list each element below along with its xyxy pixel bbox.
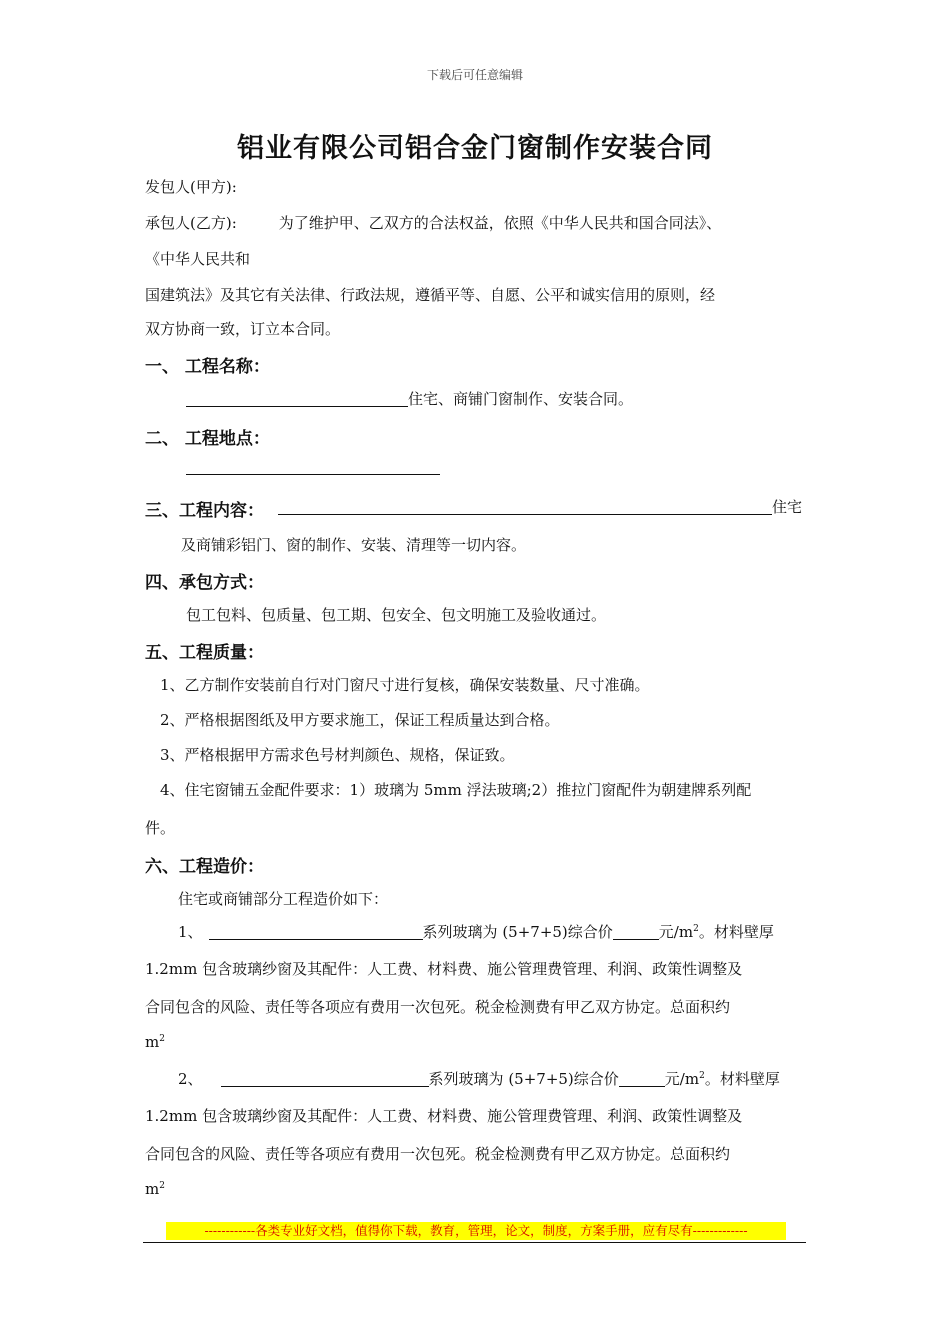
footer-banner: ------------各类专业好文档，值得你下载，教育，管理，论文，制度，方案手册，应有尽有------------- (166, 1222, 786, 1240)
quality-item-4: 4、住宅窗铺五金配件要求：1）玻璃为 5mm 浮法玻璃;2）推拉门窗配件为朝建牌系列配 (160, 781, 752, 799)
section-4-text: 包工包料、包质量、包工期、包安全、包文明施工及验收通过。 (186, 606, 607, 624)
section-5-heading: 五、工程质量： (145, 643, 264, 663)
price-item-2-line-2: 1.2mm 包含玻璃纱窗及其配件：人工费、材料费、施公管理费管理、利润、政策性调整及 (145, 1107, 743, 1125)
price-1-blank[interactable] (613, 923, 659, 940)
quality-item-1: 1、乙方制作安装前自行对门窗尺寸进行复核，确保安装数量、尺寸准确。 (160, 676, 650, 694)
quality-item-2: 2、严格根据图纸及甲方要求施工，保证工程质量达到合格。 (160, 711, 560, 729)
price-item-2-area-unit: $m^2$ (145, 1180, 165, 1198)
section-3-heading: 三、工程内容： (145, 501, 264, 521)
price-item-2-line-3: 合同包含的风险、责任等各项应有费用一次包死。税金检测费有甲乙双方协定。总面积约 (145, 1145, 731, 1163)
price-item-1: 1、 系列玻璃为 (5+7+5)综合价 元$/m^2$。材料壁厚 (178, 923, 774, 941)
intro-line-4: 双方协商一致，订立本合同。 (145, 320, 341, 338)
project-content-blank[interactable] (278, 498, 772, 515)
header-note: 下载后可任意编辑 (426, 68, 523, 82)
project-location-blank[interactable] (186, 458, 440, 475)
section-3-blank-line: 住宅 (278, 496, 802, 517)
section-1-line: 住宅、商铺门窗制作、安装合同。 (186, 388, 633, 409)
price-item-1-line-2: 1.2mm 包含玻璃纱窗及其配件：人工费、材料费、施公管理费管理、利润、政策性调整及 (145, 960, 743, 978)
section-1-heading: 一、 工程名称： (145, 357, 270, 377)
section-2-line (186, 458, 440, 476)
contract-title: 铝业有限公司铝合金门窗制作安装合同 (237, 133, 713, 164)
price-intro: 住宅或商铺部分工程造价如下： (178, 890, 389, 908)
price-item-1-line-3: 合同包含的风险、责任等各项应有费用一次包死。税金检测费有甲乙双方协定。总面积约 (145, 998, 731, 1016)
series-2-blank[interactable] (221, 1070, 429, 1087)
price-item-1-area-unit: $m^2$ (145, 1033, 165, 1051)
quality-item-4-cont: 件。 (145, 819, 176, 837)
price-item-2: 2、 系列玻璃为 (5+7+5)综合价 元$/m^2$。材料壁厚 (178, 1070, 780, 1088)
section-3-text: 及商铺彩铝门、窗的制作、安装、清理等一切内容。 (181, 536, 527, 554)
party-b-line: 承包人(乙方): 为了维护甲、乙双方的合法权益，依照《中华人民共和国合同法》、 (145, 214, 722, 232)
section-4-heading: 四、承包方式： (145, 573, 264, 593)
section-2-heading: 二、 工程地点： (145, 429, 270, 449)
intro-line-3: 国建筑法》及其它有关法律、行政法规，遵循平等、自愿、公平和诚实信用的原则，经 (145, 286, 716, 304)
price-2-blank[interactable] (619, 1070, 665, 1087)
series-1-blank[interactable] (209, 923, 423, 940)
section-6-heading: 六、工程造价： (145, 857, 264, 877)
project-name-blank[interactable] (186, 390, 408, 407)
quality-item-3: 3、严格根据甲方需求色号材判颜色、规格，保证致。 (160, 746, 515, 764)
footer-rule (143, 1242, 806, 1243)
intro-line-2: 《中华人民共和 (145, 250, 251, 268)
party-a-line: 发包人(甲方): (145, 178, 237, 196)
